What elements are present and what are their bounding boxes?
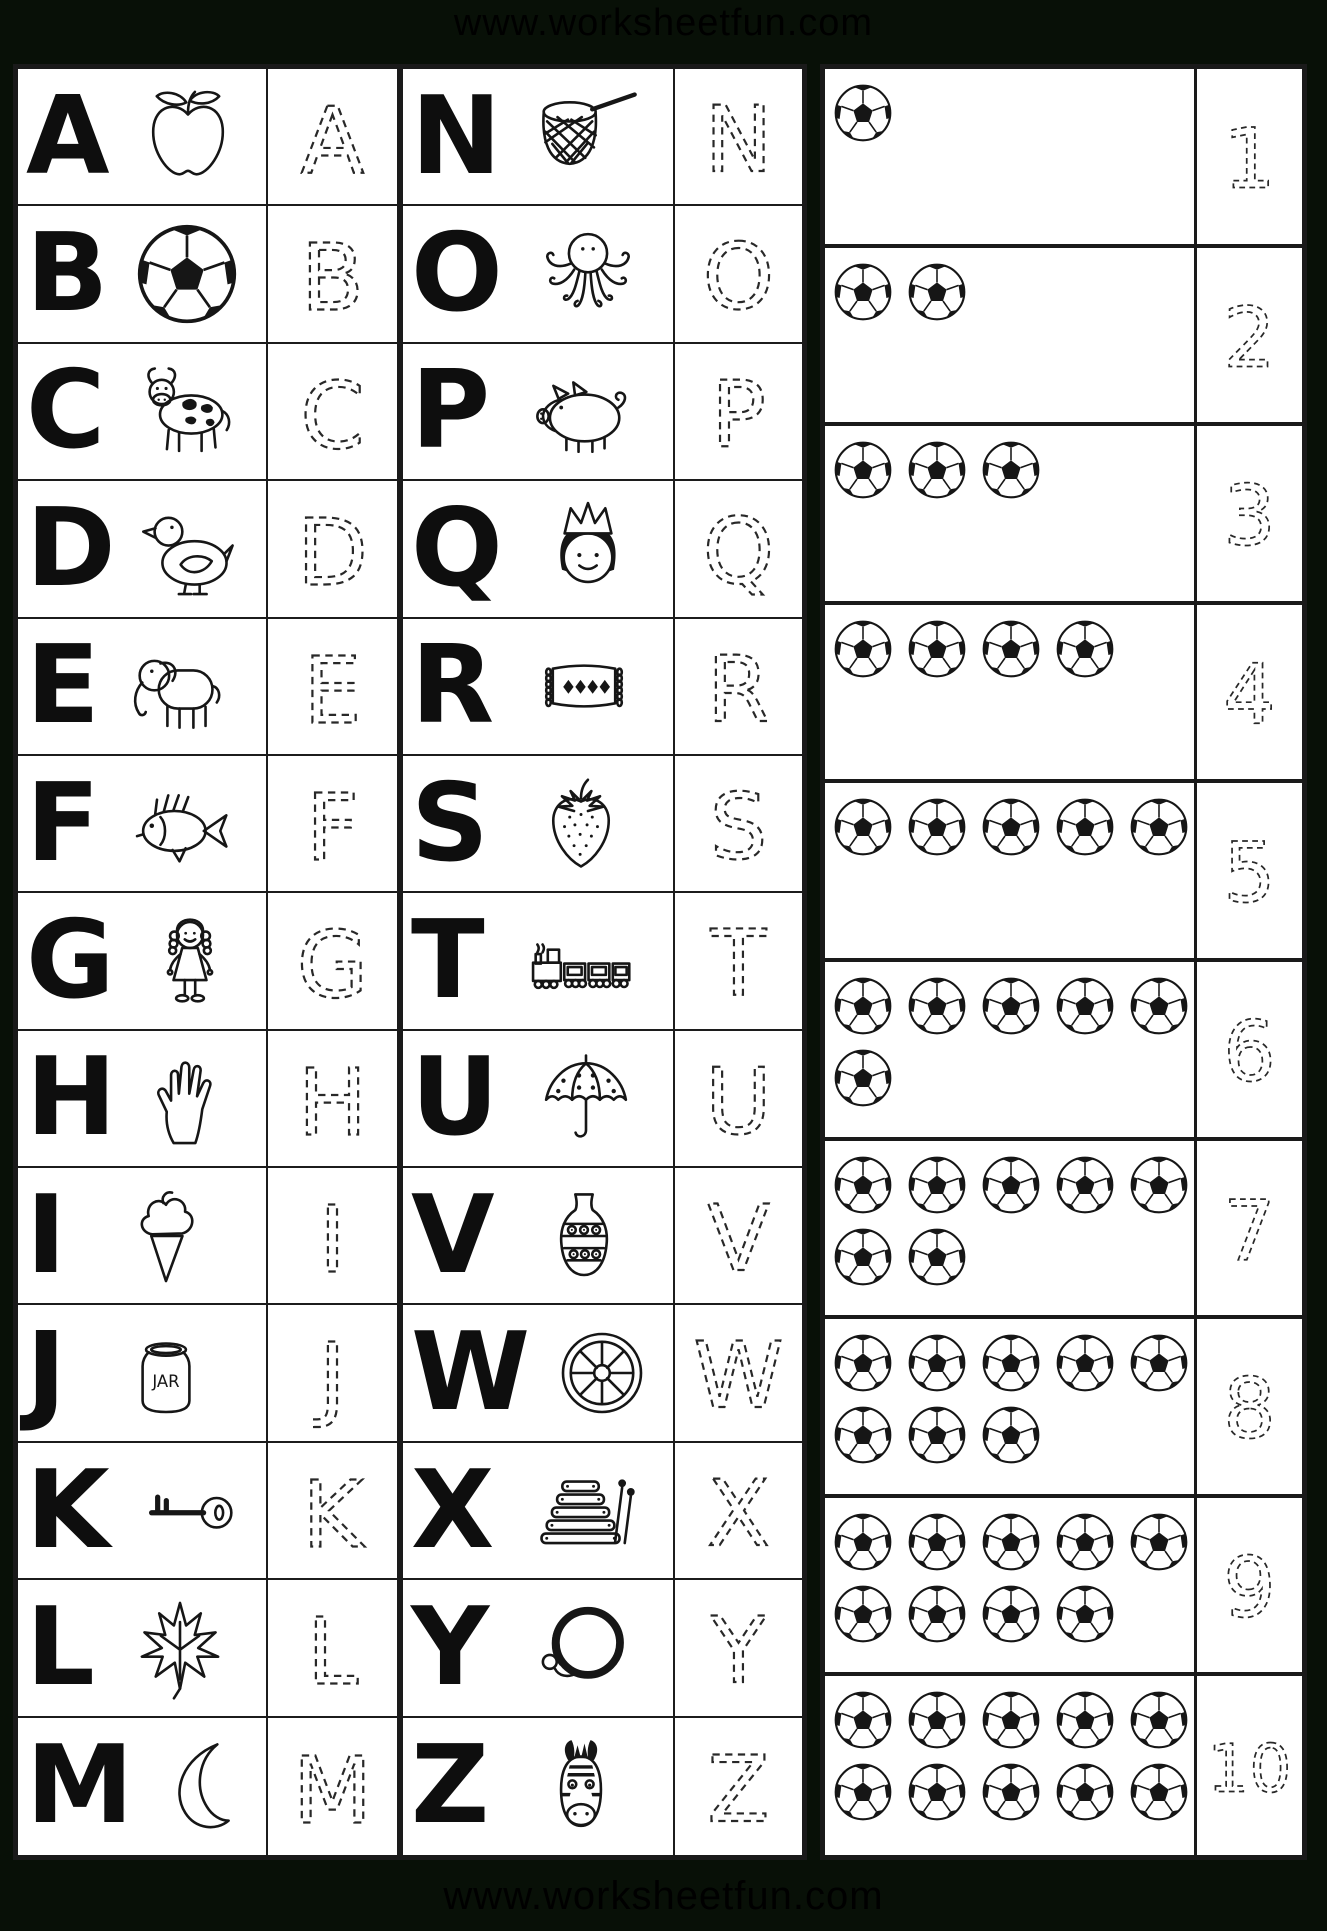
trace-cell-J: [268, 1305, 403, 1442]
soccer-ball-icon: [907, 1690, 967, 1750]
fish-icon: [131, 772, 235, 876]
solid-letter-I: I: [26, 1172, 67, 1298]
soccer-ball-icon: [833, 1227, 893, 1287]
soccer-ball-icon: [833, 1155, 893, 1215]
svg-text:5: 5: [1223, 825, 1276, 923]
solid-letter-J: J: [26, 1310, 67, 1436]
number-cell-8: [1197, 1319, 1302, 1498]
wheel-icon: [550, 1321, 654, 1425]
svg-text:O: O: [702, 225, 775, 331]
trace-cell-Z: [675, 1718, 802, 1855]
soccer-ball-icon: [833, 619, 893, 679]
number-cell-10: [1197, 1676, 1302, 1855]
watermark-top: www.worksheetfun.com: [453, 2, 874, 44]
trace-cell-D: [268, 481, 403, 618]
letter-cell-U: [403, 1031, 675, 1168]
soccer-ball-icon: [1055, 1762, 1115, 1822]
soccer-ball-icon: [981, 1584, 1041, 1644]
svg-text:J: J: [318, 1322, 347, 1431]
counting-table: [820, 64, 1307, 1860]
trace-glyph-10: [1199, 1691, 1300, 1841]
soccer-ball-icon: [833, 1048, 893, 1108]
solid-letter-L: L: [26, 1584, 95, 1710]
letter-cell-Z: [403, 1718, 675, 1855]
soccer-ball-icon: [907, 1405, 967, 1465]
trace-cell-E: [268, 619, 403, 756]
soccer-ball-icon: [1129, 1690, 1189, 1750]
soccer-ball-icon: [981, 1762, 1041, 1822]
soccer-ball-icon: [981, 1512, 1041, 1572]
trace-glyph-S: [675, 756, 802, 891]
solid-letter-W: W: [411, 1310, 531, 1436]
solid-letter-D: D: [26, 485, 116, 611]
soccer-ball-icon: [907, 1155, 967, 1215]
trace-glyph-T: [675, 893, 802, 1028]
letter-cell-N: [403, 69, 675, 206]
soccer-ball-icon: [1055, 1512, 1115, 1572]
trace-glyph-I: [268, 1168, 397, 1303]
trace-glyph-4: [1199, 619, 1300, 766]
soccer-ball-icon: [907, 440, 967, 500]
soccer-ball-icon: [981, 1333, 1041, 1393]
solid-letter-C: C: [26, 348, 106, 474]
ice-cream-icon: [114, 1184, 218, 1288]
svg-text:G: G: [296, 910, 369, 1019]
trace-cell-R: [675, 619, 802, 756]
soccer-ball-icon: [1055, 976, 1115, 1036]
number-cell-2: [1197, 248, 1302, 427]
trace-glyph-2: [1199, 262, 1300, 409]
svg-text:1: 1: [1223, 110, 1276, 208]
svg-text:D: D: [297, 498, 368, 607]
soccer-ball-icon: [1055, 619, 1115, 679]
trace-glyph-A: [268, 69, 397, 204]
soccer-ball-icon: [833, 1512, 893, 1572]
trace-glyph-1: [1199, 83, 1300, 230]
svg-text:H: H: [297, 1048, 368, 1157]
balls-cell-7: [825, 1141, 1197, 1320]
leaf-icon: [128, 1596, 232, 1700]
soccer-ball-icon: [1129, 1762, 1189, 1822]
letter-cell-Q: [403, 481, 675, 618]
solid-letter-R: R: [411, 623, 495, 749]
svg-text:I: I: [318, 1185, 347, 1294]
balls-cell-2: [825, 248, 1197, 427]
solid-letter-X: X: [411, 1447, 495, 1573]
balls-cell-1: [825, 69, 1197, 248]
trace-cell-Q: [675, 481, 802, 618]
svg-text:V: V: [707, 1186, 770, 1292]
svg-text:B: B: [300, 223, 365, 332]
svg-text:8: 8: [1223, 1360, 1276, 1458]
trace-cell-U: [675, 1031, 802, 1168]
trace-glyph-K: [268, 1443, 397, 1578]
letter-cell-M: [18, 1718, 268, 1855]
soccer-ball-icon: [1129, 1155, 1189, 1215]
solid-letter-H: H: [26, 1035, 117, 1161]
svg-text:W: W: [693, 1324, 784, 1430]
letter-cell-O: [403, 206, 675, 343]
letter-cell-H: [18, 1031, 268, 1168]
svg-text:3: 3: [1223, 467, 1276, 565]
duck-icon: [139, 497, 243, 601]
svg-text:9: 9: [1223, 1539, 1276, 1637]
solid-letter-O: O: [411, 211, 503, 337]
svg-text:U: U: [705, 1049, 772, 1155]
soccer-ball-icon: [833, 1762, 893, 1822]
letter-cell-K: [18, 1443, 268, 1580]
letter-cell-W: [403, 1305, 675, 1442]
trace-glyph-C: [268, 344, 397, 479]
number-cell-9: [1197, 1498, 1302, 1677]
strawberry-icon: [529, 772, 633, 876]
soccer-ball-icon: [1129, 797, 1189, 857]
soccer-ball-icon: [907, 262, 967, 322]
trace-glyph-V: [675, 1168, 802, 1303]
trace-glyph-E: [268, 619, 397, 754]
trace-cell-C: [268, 344, 403, 481]
svg-text:10: 10: [1207, 1730, 1292, 1808]
letter-cell-R: [403, 619, 675, 756]
letter-cell-V: [403, 1168, 675, 1305]
vase-icon: [532, 1184, 636, 1288]
soccer-ball-icon: [907, 619, 967, 679]
elephant-icon: [131, 634, 235, 738]
trace-glyph-Z: [675, 1718, 802, 1855]
soccer-ball-icon: [907, 1512, 967, 1572]
soccer-ball-icon: [833, 83, 893, 143]
hand-icon: [139, 1046, 243, 1150]
trace-glyph-U: [675, 1031, 802, 1166]
trace-glyph-D: [268, 481, 397, 616]
svg-text:L: L: [306, 1597, 359, 1706]
soccer-ball-icon: [981, 1155, 1041, 1215]
trace-glyph-J: [268, 1305, 397, 1440]
girl-icon: [138, 909, 242, 1013]
letter-cell-J: [18, 1305, 268, 1442]
trace-cell-W: [675, 1305, 802, 1442]
trace-cell-O: [675, 206, 802, 343]
soccer-ball-icon: [907, 1227, 967, 1287]
soccer-ball-icon: [981, 440, 1041, 500]
svg-text:E: E: [303, 635, 362, 744]
number-cell-4: [1197, 605, 1302, 784]
trace-glyph-Y: [675, 1580, 802, 1715]
trace-glyph-L: [268, 1580, 397, 1715]
solid-letter-A: A: [26, 73, 110, 199]
soccer-ball-icon: [135, 222, 239, 326]
trace-cell-A: [268, 69, 403, 206]
trace-cell-I: [268, 1168, 403, 1305]
trace-glyph-7: [1199, 1155, 1300, 1302]
cow-icon: [134, 359, 238, 463]
trace-glyph-3: [1199, 440, 1300, 587]
trace-glyph-H: [268, 1031, 397, 1166]
letter-cell-T: [403, 893, 675, 1030]
number-cell-3: [1197, 426, 1302, 605]
yo-yo-icon: [529, 1596, 633, 1700]
soccer-ball-icon: [1055, 1690, 1115, 1750]
apple-icon: [136, 85, 240, 189]
soccer-ball-icon: [1055, 1155, 1115, 1215]
rug-icon: [532, 634, 636, 738]
svg-text:6: 6: [1223, 1003, 1276, 1101]
letter-cell-B: [18, 206, 268, 343]
svg-text:Q: Q: [702, 499, 775, 605]
letter-cell-G: [18, 893, 268, 1030]
soccer-ball-icon: [907, 797, 967, 857]
balls-cell-8: [825, 1319, 1197, 1498]
trace-glyph-G: [268, 893, 397, 1028]
xylophone-icon: [532, 1459, 636, 1563]
octopus-icon: [536, 222, 640, 326]
letter-cell-I: [18, 1168, 268, 1305]
trace-cell-G: [268, 893, 403, 1030]
svg-text:JAR: JAR: [152, 1372, 180, 1392]
trace-cell-H: [268, 1031, 403, 1168]
trace-glyph-6: [1199, 976, 1300, 1123]
svg-text:4: 4: [1223, 646, 1276, 744]
number-cell-7: [1197, 1141, 1302, 1320]
solid-letter-M: M: [26, 1723, 134, 1849]
letter-cell-D: [18, 481, 268, 618]
soccer-ball-icon: [833, 1584, 893, 1644]
soccer-ball-icon: [833, 1405, 893, 1465]
watermark-bottom: www.worksheetfun.com: [443, 1874, 884, 1918]
soccer-ball-icon: [981, 619, 1041, 679]
train-icon: [527, 909, 631, 1013]
alphabet-tracing-table: [13, 64, 807, 1860]
soccer-ball-icon: [833, 440, 893, 500]
soccer-ball-icon: [1055, 797, 1115, 857]
solid-letter-G: G: [26, 897, 115, 1023]
trace-glyph-X: [675, 1443, 802, 1578]
soccer-ball-icon: [907, 1333, 967, 1393]
net-icon: [535, 85, 639, 189]
trace-cell-X: [675, 1443, 802, 1580]
solid-letter-V: V: [411, 1172, 495, 1298]
solid-letter-U: U: [411, 1035, 499, 1161]
soccer-ball-icon: [981, 1405, 1041, 1465]
svg-text:F: F: [306, 773, 359, 882]
trace-cell-P: [675, 344, 802, 481]
solid-letter-N: N: [411, 73, 502, 199]
svg-text:K: K: [302, 1460, 363, 1569]
svg-text:M: M: [292, 1735, 373, 1844]
key-icon: [136, 1459, 240, 1563]
svg-text:X: X: [707, 1461, 770, 1567]
svg-text:A: A: [300, 86, 365, 195]
svg-text:T: T: [710, 912, 767, 1018]
soccer-ball-icon: [907, 1762, 967, 1822]
soccer-ball-icon: [907, 976, 967, 1036]
trace-cell-V: [675, 1168, 802, 1305]
trace-glyph-8: [1199, 1333, 1300, 1480]
balls-cell-10: [825, 1676, 1197, 1855]
trace-cell-T: [675, 893, 802, 1030]
queen-icon: [536, 497, 640, 601]
pig-icon: [530, 359, 634, 463]
jar-icon: [114, 1321, 218, 1425]
svg-text:R: R: [706, 637, 771, 743]
trace-glyph-M: [268, 1718, 397, 1855]
svg-text:S: S: [709, 774, 768, 880]
soccer-ball-icon: [833, 797, 893, 857]
soccer-ball-icon: [1129, 1333, 1189, 1393]
trace-cell-B: [268, 206, 403, 343]
trace-cell-Y: [675, 1580, 802, 1717]
balls-cell-6: [825, 962, 1197, 1141]
trace-glyph-5: [1199, 797, 1300, 944]
trace-glyph-W: [675, 1305, 802, 1440]
trace-cell-K: [268, 1443, 403, 1580]
solid-letter-F: F: [26, 760, 100, 886]
soccer-ball-icon: [833, 1333, 893, 1393]
soccer-ball-icon: [1129, 976, 1189, 1036]
trace-cell-M: [268, 1718, 403, 1855]
soccer-ball-icon: [833, 262, 893, 322]
svg-text:7: 7: [1223, 1182, 1276, 1280]
solid-letter-T: T: [411, 897, 485, 1023]
letter-cell-Y: [403, 1580, 675, 1717]
letter-cell-L: [18, 1580, 268, 1717]
soccer-ball-icon: [907, 1584, 967, 1644]
svg-text:N: N: [704, 87, 773, 193]
letter-cell-C: [18, 344, 268, 481]
svg-text:P: P: [711, 362, 766, 468]
soccer-ball-icon: [833, 976, 893, 1036]
svg-text:C: C: [300, 361, 365, 470]
solid-letter-Q: Q: [411, 485, 503, 611]
solid-letter-B: B: [26, 211, 109, 337]
letter-cell-F: [18, 756, 268, 893]
soccer-ball-icon: [981, 1690, 1041, 1750]
solid-letter-P: P: [411, 348, 491, 474]
balls-cell-5: [825, 783, 1197, 962]
trace-cell-F: [268, 756, 403, 893]
number-cell-1: [1197, 69, 1302, 248]
solid-letter-S: S: [411, 760, 489, 886]
svg-text:Z: Z: [707, 1737, 770, 1843]
zebra-icon: [529, 1734, 633, 1838]
number-cell-6: [1197, 962, 1302, 1141]
svg-text:Y: Y: [710, 1599, 767, 1705]
letter-cell-P: [403, 344, 675, 481]
trace-glyph-B: [268, 206, 397, 341]
trace-glyph-O: [675, 206, 802, 341]
solid-letter-E: E: [26, 623, 100, 749]
solid-letter-K: K: [26, 1447, 110, 1573]
soccer-ball-icon: [1055, 1333, 1115, 1393]
soccer-ball-icon: [1055, 1584, 1115, 1644]
trace-glyph-Q: [675, 481, 802, 616]
letter-cell-S: [403, 756, 675, 893]
trace-glyph-N: [675, 69, 802, 204]
letter-cell-X: [403, 1443, 675, 1580]
trace-glyph-F: [268, 756, 397, 891]
solid-letter-Z: Z: [411, 1723, 490, 1849]
number-cell-5: [1197, 783, 1302, 962]
moon-icon: [148, 1734, 252, 1838]
letter-cell-E: [18, 619, 268, 756]
trace-cell-N: [675, 69, 802, 206]
soccer-ball-icon: [1129, 1512, 1189, 1572]
svg-text:2: 2: [1223, 289, 1276, 387]
balls-cell-9: [825, 1498, 1197, 1677]
solid-letter-Y: Y: [411, 1584, 490, 1710]
trace-cell-L: [268, 1580, 403, 1717]
soccer-ball-icon: [981, 797, 1041, 857]
soccer-ball-icon: [833, 1690, 893, 1750]
trace-glyph-P: [675, 344, 802, 479]
balls-cell-4: [825, 605, 1197, 784]
trace-glyph-R: [675, 619, 802, 754]
umbrella-icon: [534, 1046, 638, 1150]
balls-cell-3: [825, 426, 1197, 605]
trace-cell-S: [675, 756, 802, 893]
soccer-ball-icon: [981, 976, 1041, 1036]
trace-glyph-9: [1199, 1512, 1300, 1659]
letter-cell-A: [18, 69, 268, 206]
